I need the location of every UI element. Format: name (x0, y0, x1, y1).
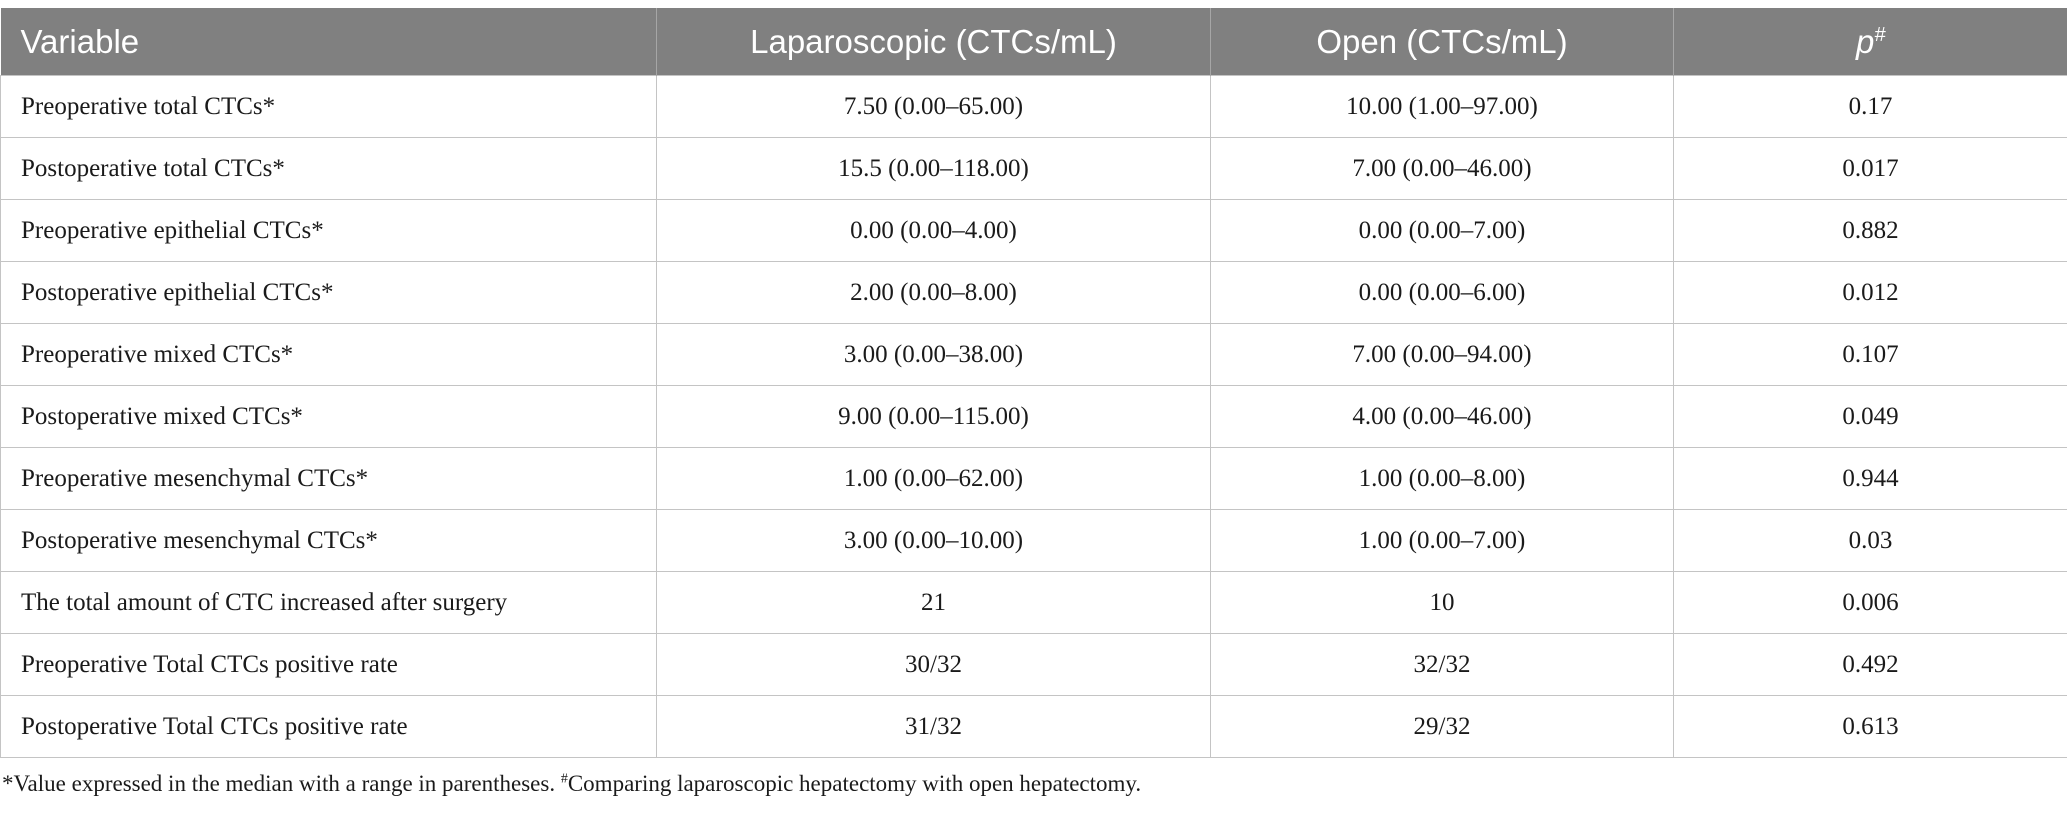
table-footnote (2, 771, 1141, 797)
footnote-part1: *Value expressed in the median with a range in parentheses. (2, 771, 561, 796)
cell-variable: Preoperative mixed CTCs* (1, 324, 657, 386)
cell-open: 29/32 (1211, 696, 1674, 758)
table-row (1, 324, 2067, 386)
cell-p-value: 0.613 (1674, 696, 2067, 758)
cell-p-value: 0.03 (1674, 510, 2067, 572)
table-row (1, 448, 2067, 510)
cell-variable: Postoperative mesenchymal CTCs* (1, 510, 657, 572)
table-row (1, 76, 2067, 138)
table-row (1, 510, 2067, 572)
table-row (1, 696, 2067, 758)
footnote-mark: # (560, 771, 568, 787)
table-header (1, 8, 2067, 76)
cell-open: 1.00 (0.00–8.00) (1211, 448, 1674, 510)
cell-laparoscopic: 3.00 (0.00–10.00) (657, 510, 1211, 572)
header-p-value (1674, 8, 2067, 76)
cell-laparoscopic: 21 (657, 572, 1211, 634)
cell-p-value: 0.17 (1674, 76, 2067, 138)
cell-laparoscopic: 15.5 (0.00–118.00) (657, 138, 1211, 200)
header-laparoscopic: Laparoscopic (CTCs/mL) (657, 8, 1211, 76)
cell-laparoscopic: 7.50 (0.00–65.00) (657, 76, 1211, 138)
cell-open: 1.00 (0.00–7.00) (1211, 510, 1674, 572)
cell-open: 32/32 (1211, 634, 1674, 696)
cell-variable: Preoperative epithelial CTCs* (1, 200, 657, 262)
cell-variable: Preoperative total CTCs* (1, 76, 657, 138)
cell-laparoscopic: 9.00 (0.00–115.00) (657, 386, 1211, 448)
header-variable: Variable (1, 8, 657, 76)
cell-variable: Postoperative total CTCs* (1, 138, 657, 200)
table-row (1, 634, 2067, 696)
results-table-container (0, 8, 2067, 758)
cell-open: 10.00 (1.00–97.00) (1211, 76, 1674, 138)
header-p-label: p (1856, 22, 1875, 60)
cell-open: 7.00 (0.00–94.00) (1211, 324, 1674, 386)
cell-variable: Preoperative mesenchymal CTCs* (1, 448, 657, 510)
table-row (1, 386, 2067, 448)
cell-open: 4.00 (0.00–46.00) (1211, 386, 1674, 448)
ctc-comparison-table (0, 8, 2067, 758)
cell-laparoscopic: 30/32 (657, 634, 1211, 696)
cell-laparoscopic: 2.00 (0.00–8.00) (657, 262, 1211, 324)
cell-laparoscopic: 0.00 (0.00–4.00) (657, 200, 1211, 262)
cell-p-value: 0.882 (1674, 200, 2067, 262)
cell-open: 0.00 (0.00–6.00) (1211, 262, 1674, 324)
footnote-part2: Comparing laparoscopic hepatectomy with open hepatectomy. (567, 771, 1142, 796)
cell-p-value: 0.012 (1674, 262, 2067, 324)
cell-open: 7.00 (0.00–46.00) (1211, 138, 1674, 200)
table-row (1, 200, 2067, 262)
cell-p-value: 0.049 (1674, 386, 2067, 448)
cell-p-value: 0.492 (1674, 634, 2067, 696)
cell-p-value: 0.107 (1674, 324, 2067, 386)
cell-open: 0.00 (0.00–7.00) (1211, 200, 1674, 262)
cell-p-value: 0.944 (1674, 448, 2067, 510)
cell-variable: The total amount of CTC increased after surgery (1, 572, 657, 634)
table-row (1, 138, 2067, 200)
header-p-mark: # (1874, 23, 1886, 46)
cell-open: 10 (1211, 572, 1674, 634)
table-body (1, 76, 2067, 758)
cell-p-value: 0.017 (1674, 138, 2067, 200)
header-open: Open (CTCs/mL) (1211, 8, 1674, 76)
table-row (1, 262, 2067, 324)
header-row (1, 8, 2067, 76)
cell-laparoscopic: 3.00 (0.00–38.00) (657, 324, 1211, 386)
cell-variable: Postoperative Total CTCs positive rate (1, 696, 657, 758)
cell-variable: Postoperative epithelial CTCs* (1, 262, 657, 324)
table-row (1, 572, 2067, 634)
cell-laparoscopic: 1.00 (0.00–62.00) (657, 448, 1211, 510)
cell-variable: Postoperative mixed CTCs* (1, 386, 657, 448)
cell-laparoscopic: 31/32 (657, 696, 1211, 758)
cell-variable: Preoperative Total CTCs positive rate (1, 634, 657, 696)
cell-p-value: 0.006 (1674, 572, 2067, 634)
